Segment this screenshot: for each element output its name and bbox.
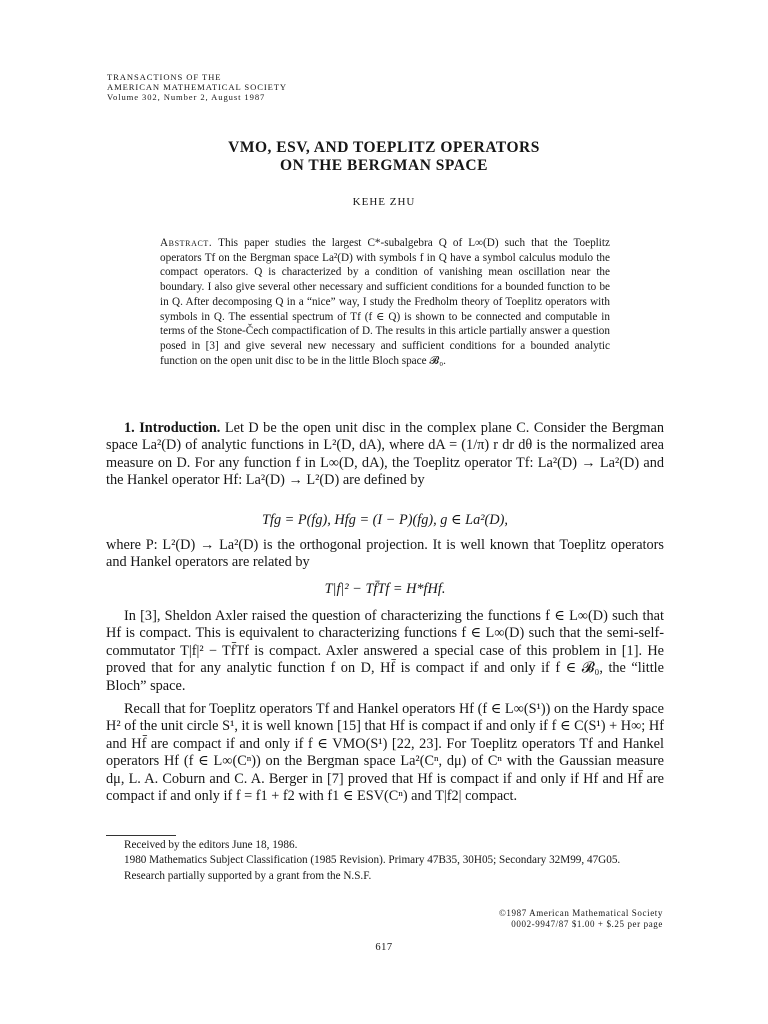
page-number: 617 — [375, 942, 393, 953]
footnote-rule — [106, 835, 176, 836]
journal-volume: Volume 302, Number 2, August 1987 — [107, 92, 266, 102]
paper-title-line-1: VMO, ESV, AND TOEPLITZ OPERATORS — [228, 139, 540, 156]
equation-operators: Tfg = P(fg), Hfg = (I − P)(fg), g ∈ La²(D), — [262, 512, 508, 528]
intro-paragraph-1 — [106, 420, 664, 490]
abstract — [160, 236, 610, 368]
footnotes — [106, 838, 664, 884]
section-heading: 1. Introduction. — [124, 420, 221, 436]
copyright-line-2: 0002-9947/87 $1.00 + $.25 per page — [511, 919, 663, 929]
footnote-classification: 1980 Mathematics Subject Classification (1985 Revision). Primary 47B35, 30H05; Secondary 32M99, 47G05. — [124, 854, 621, 867]
footnote-support: Research partially supported by a grant from the N.S.F. — [124, 869, 372, 882]
abstract-label: Abstract. — [160, 237, 213, 249]
paper-title-line-2: ON THE BERGMAN SPACE — [280, 157, 488, 174]
intro-paragraph-1-text: Let D be the open unit disc in the complex plane C. Consider the Bergman space La²(D) of analytic functions in L²(D, dA), where dA = (1/π) r dr dθ is the normalized area measure on D. For any function f in L∞(D, dA), the Toeplitz operator Tf: La²(D) → La²(D) and the Hankel operator Hf: La²(D) → L²(D) are defined by — [106, 420, 665, 489]
journal-line-1: TRANSACTIONS OF THE — [107, 72, 222, 82]
intro-paragraph-3: In [3], Sheldon Axler raised the question of characterizing the functions f ∈ L∞(D) such that Hf is compact. This is equivalent to characterizing functions f ∈ L∞(D) such that the semi-self-commutator T|f|² − Tf̄Tf is compact. Axler answered a special case of this problem in [1]. He proved that for any analytic function f on D, Hf̄ is compact if and only if f ∈ 𝓑₀, the “little Bloch” space. — [106, 608, 664, 694]
equation-commutator: T|f|² − Tf̄Tf = H*fHf. — [324, 581, 446, 597]
author-name: KEHE ZHU — [352, 196, 416, 208]
copyright-line-1: ©1987 American Mathematical Society — [498, 908, 663, 918]
intro-paragraph-4: Recall that for Toeplitz operators Tf and Hankel operators Hf (f ∈ L∞(S¹)) on the Hardy space H² of the unit circle S¹, it is well known [15] that Hf is compact if and only if f ∈ C(S¹) + H∞; Hf and Hf̄ are compact if and only if f ∈ VMO(S¹) [22, 23]. For Toeplitz operators Tf and Hankel operators Hf (f ∈ L∞(Cⁿ)) on the Bergman space La²(Cⁿ, dμ) of Cⁿ with the Gaussian measure dμ, L. A. Coburn and C. A. Berger in [7] proved that Hf is compact if and only if Hf and Hf̄ are compact if and only if f = f1 + f2 with f1 ∈ ESV(Cⁿ) and T|f2| compact. — [106, 701, 664, 805]
journal-line-2: AMERICAN MATHEMATICAL SOCIETY — [107, 82, 287, 92]
intro-paragraph-2: where P: L²(D) → La²(D) is the orthogonal projection. It is well known that Toeplitz operators and Hankel operators are related by — [106, 537, 664, 571]
journal-header — [107, 72, 287, 102]
copyright-notice — [499, 908, 663, 930]
footnote-received: Received by the editors June 18, 1986. — [124, 839, 298, 851]
abstract-text: This paper studies the largest C*-subalgebra Q of L∞(D) such that the Toeplitz operators Tf on the Bergman space La²(D) with symbols f in Q have a symbol calculus modulo the compact operators. Q is characterized by a condition of vanishing mean oscillation near the boundary. I also give several other necessary and sufficient conditions for a bounded function to be in Q. After decomposing Q in a “nice” way, I study the Fredholm theory of Toeplitz operators with symbols in Q. The essential spectrum of Tf (f ∈ Q) is shown to be connected and computable in terms of the Stone-Čech compactification of D. The results in this article partially answer a question posed in [3] and give several new necessary and sufficient conditions for a bounded analytic function on the open unit disc to be in the little Bloch space 𝓑₀. — [160, 237, 610, 367]
